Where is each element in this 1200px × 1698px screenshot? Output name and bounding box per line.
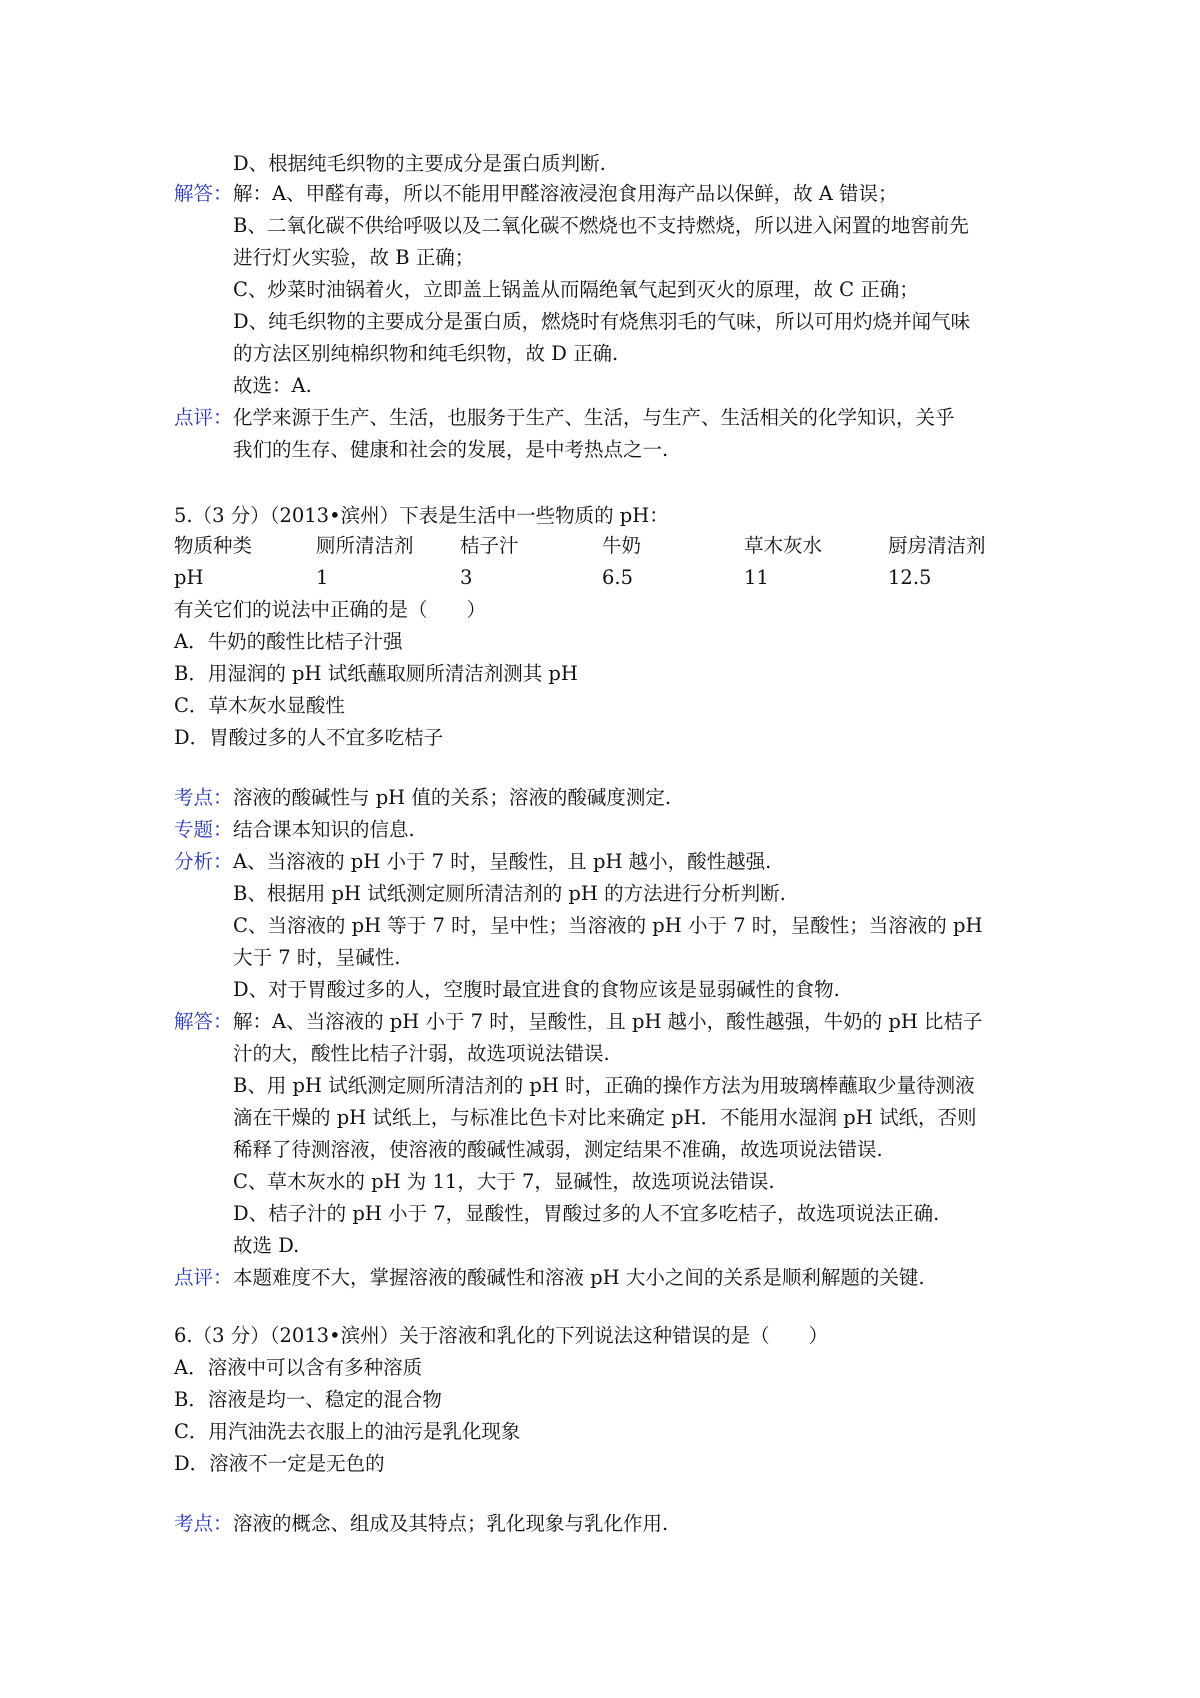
q5-answer-line: 汁的大，酸性比桔子汁弱，故选项说法错误. — [233, 1042, 610, 1065]
q5-analysis-line: 大于 7 时，呈碱性. — [233, 946, 401, 969]
q5-answer-line: 解：A、当溶液的 pH 小于 7 时，呈酸性，且 pH 越小，酸性越强，牛奶的 pH 比桔子 — [233, 1010, 983, 1033]
q5-answer-line: B、用 pH 试纸测定厕所清洁剂的 pH 时，正确的操作方法为用玻璃棒蘸取少量待测液 — [233, 1074, 975, 1097]
q4-answer-line: 进行灯火实验，故 B 正确； — [233, 246, 475, 269]
q5-answer-label: 解答： — [174, 1010, 233, 1033]
table-cell: 6.5 — [602, 566, 634, 589]
q4-answer-line: C、炒菜时油锅着火，立即盖上锅盖从而隔绝氧气起到灭火的原理，故 C 正确； — [233, 278, 919, 301]
q5-kaodian-label: 考点： — [174, 786, 233, 809]
table-cell: 12.5 — [888, 566, 932, 589]
q5-analysis-line: A、当溶液的 pH 小于 7 时，呈酸性，且 pH 越小，酸性越强. — [233, 850, 772, 873]
q5-option-c: C．草木灰水显酸性 — [174, 694, 345, 717]
table-header-cell: 桔子汁 — [460, 534, 519, 557]
q6-kaodian-text: 溶液的概念、组成及其特点；乳化现象与乳化作用. — [233, 1512, 669, 1535]
q5-kaodian-text: 溶液的酸碱性与 pH 值的关系；溶液的酸碱度测定. — [233, 786, 672, 809]
q5-option-d: D．胃酸过多的人不宜多吃桔子 — [174, 726, 444, 749]
q5-analysis-label: 分析： — [174, 850, 233, 873]
table-header-cell: 牛奶 — [602, 534, 642, 557]
table-cell: pH — [174, 566, 204, 589]
q6-stem: 6.（3 分）（2013•滨州）关于溶液和乳化的下列说法这种错误的是（ ） — [174, 1324, 829, 1347]
q5-stem: 5.（3 分）（2013•滨州）下表是生活中一些物质的 pH： — [174, 504, 669, 527]
q5-answer-line: 稀释了待测溶液，使溶液的酸碱性减弱，测定结果不准确，故选项说法错误. — [233, 1138, 883, 1161]
q4-comment-line: 我们的生存、健康和社会的发展，是中考热点之一. — [233, 438, 669, 461]
q4-comment-label: 点评： — [174, 406, 233, 429]
q6-option-d: D．溶液不一定是无色的 — [174, 1452, 385, 1475]
q4-answer-line: 故选：A. — [233, 374, 312, 397]
table-header-cell: 厕所清洁剂 — [316, 534, 414, 557]
q4-answer-line: 的方法区别纯棉织物和纯毛织物，故 D 正确. — [233, 342, 619, 365]
table-cell: 1 — [316, 566, 329, 589]
q4-option-d-analysis: D、根据纯毛织物的主要成分是蛋白质判断. — [233, 152, 606, 175]
q5-answer-line: 滴在干燥的 pH 试纸上，与标准比色卡对比来确定 pH．不能用水湿润 pH 试纸，否则 — [233, 1106, 977, 1129]
q6-option-a: A．溶液中可以含有多种溶质 — [174, 1356, 423, 1379]
q5-comment-label: 点评： — [174, 1266, 233, 1289]
q5-comment-text: 本题难度不大，掌握溶液的酸碱性和溶液 pH 大小之间的关系是顺利解题的关键. — [233, 1266, 925, 1289]
q5-zhuanti-label: 专题： — [174, 818, 233, 841]
q4-answer-line: D、纯毛织物的主要成分是蛋白质，燃烧时有烧焦羽毛的气味，所以可用灼烧并闻气味 — [233, 310, 971, 333]
table-header-cell: 厨房清洁剂 — [888, 534, 986, 557]
q4-answer-line: 解：A、甲醛有毒，所以不能用甲醛溶液浸泡食用海产品以保鲜，故 A 错误； — [233, 182, 898, 205]
q5-answer-line: D、桔子汁的 pH 小于 7，显酸性，胃酸过多的人不宜多吃桔子，故选项说法正确. — [233, 1202, 940, 1225]
q4-comment-line: 化学来源于生产、生活，也服务于生产、生活，与生产、生活相关的化学知识，关乎 — [233, 406, 955, 429]
table-header-cell: 草木灰水 — [744, 534, 823, 557]
q6-option-b: B．溶液是均一、稳定的混合物 — [174, 1388, 442, 1411]
table-cell: 11 — [744, 566, 769, 589]
q5-answer-line: 故选 D. — [233, 1234, 300, 1257]
table-cell: 3 — [460, 566, 473, 589]
q5-analysis-line: C、当溶液的 pH 等于 7 时，呈中性；当溶液的 pH 小于 7 时，呈酸性；当溶液的 pH — [233, 914, 983, 937]
q5-question: 有关它们的说法中正确的是（ ） — [174, 598, 487, 621]
q6-kaodian-label: 考点： — [174, 1512, 233, 1535]
q6-option-c: C．用汽油洗去衣服上的油污是乳化现象 — [174, 1420, 521, 1443]
q5-option-b: B．用湿润的 pH 试纸蘸取厕所清洁剂测其 pH — [174, 662, 578, 685]
q5-answer-line: C、草木灰水的 pH 为 11，大于 7，显碱性，故选项说法错误. — [233, 1170, 775, 1193]
q4-answer-label: 解答： — [174, 182, 233, 205]
q5-zhuanti-text: 结合课本知识的信息. — [233, 818, 415, 841]
table-header-cell: 物质种类 — [174, 534, 253, 557]
q5-analysis-line: D、对于胃酸过多的人，空腹时最宜进食的食物应该是显弱碱性的食物. — [233, 978, 840, 1001]
q5-option-a: A．牛奶的酸性比桔子汁强 — [174, 630, 403, 653]
q5-analysis-line: B、根据用 pH 试纸测定厕所清洁剂的 pH 的方法进行分析判断. — [233, 882, 786, 905]
q4-answer-line: B、二氧化碳不供给呼吸以及二氧化碳不燃烧也不支持燃烧，所以进入闲置的地窖前先 — [233, 214, 969, 237]
